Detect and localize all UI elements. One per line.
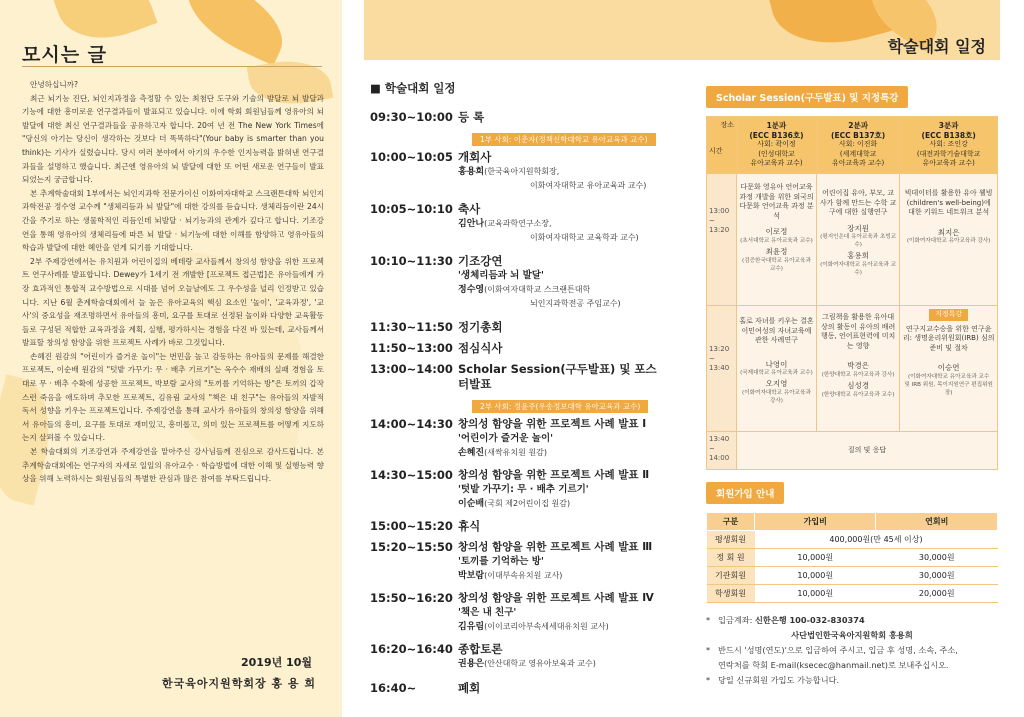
- speaker-name: 박보람: [458, 571, 485, 581]
- table-row: [707, 530, 998, 548]
- speaker-affiliation: (한국육아지원학회장,: [484, 167, 560, 176]
- moderator-badge: 2부 사회: 정윤주(우송정보대학 유아교육과 교수): [472, 400, 648, 413]
- time-cell: 13:20 ~ 13:40: [707, 305, 737, 431]
- speaker-name: 권용은: [458, 659, 485, 669]
- table-row: [707, 431, 998, 469]
- table-row: [707, 305, 998, 431]
- fee-value: 20,000원: [876, 584, 998, 602]
- speaker-affiliation: 이화여자대학교 교육학과 교수): [530, 233, 639, 242]
- lecture-title: '생체리듬과 뇌 발달': [458, 270, 544, 281]
- schedule-row: [370, 202, 670, 244]
- speaker-affiliation: (교육과학연구소장,: [484, 219, 552, 228]
- fee-value: 30,000원: [876, 548, 998, 566]
- member-type: 학생회원: [707, 584, 755, 602]
- fee-value: 10,000원: [755, 566, 876, 584]
- table-header-row: [707, 117, 998, 174]
- schedule-time: 11:30~11:50: [370, 320, 453, 334]
- speaker-affiliation: 이화여자대학교 유아교육과 교수): [530, 181, 647, 190]
- schedule-time: 15:00~15:20: [370, 519, 453, 533]
- schedule-event: 창의성 함양을 위한 프로젝트 사례 발표 Ⅰ: [458, 418, 647, 430]
- schedule-row: [370, 320, 670, 335]
- invitation-body: [22, 78, 324, 486]
- presentation-cell: 지정특강 연구지교수승을 위한 연구윤리: 생명윤리위원회(IRB) 심의 준비 및 절차 이승연 (이화여자대학교 유아교육과 교수 및 IRB 위원, 목이지원연구 편집위원장): [900, 305, 998, 431]
- schedule-time: 15:50~16:20: [370, 591, 453, 605]
- schedule-section: [370, 80, 670, 696]
- member-type: 평생회원: [707, 530, 755, 548]
- speaker-name: 홍용희: [458, 167, 485, 177]
- schedule-event: 폐회: [458, 681, 481, 695]
- corner-cell: [707, 117, 737, 174]
- table-row: [707, 173, 998, 305]
- schedule-time: 13:00~14:00: [370, 362, 453, 376]
- column-header: 가입비: [755, 512, 876, 530]
- account-holder: 사단법인한국육아지원학회 홍용희: [791, 629, 913, 640]
- schedule-time: 09:30~10:00: [370, 110, 453, 124]
- table-row: [707, 584, 998, 602]
- column-header-session3: 3분과 (ECC B138호) 사회: 조인강 (대전과학기술대학교 유아교육과 교수): [900, 117, 998, 174]
- schedule-event: 휴식: [458, 519, 481, 533]
- schedule-event: 기조강연: [458, 254, 503, 268]
- note-item: * 반드시 '성명(연도)'으로 입금하여 주시고, 입금 후 성명, 소속, 주소, 연락처를 학회 E-mail(ksecec@hanmail.net)로 보내주십시오.: [706, 643, 998, 673]
- membership-fee-table: [706, 512, 998, 603]
- membership-heading: 회원가입 안내: [706, 482, 784, 504]
- table-row: [707, 548, 998, 566]
- invitation-paragraph: 2부 주제강연에서는 유치원과 어린이집의 베테랑 교사들께서 창의성 함양을 위한 프로젝트 연구사례를 발표합니다. Dewey가 1세기 전 개발한 [프로젝트 접근법]은 유아들에게 가장 효과적인 통합적 교수방법으로 시대를 넘어 오늘날에도 그 우수성을 널리 인정받고 있습니다. 지난 6월 춘계학술대회에서 늘 높은 유아교육의 핵심 요소인 '놀이', '교육과정', '교사'의 중요성을 재조명하면서 유아들의 흥미, 요구를 토대로 선정된 놀이와 다양한 교육활동들로 구성된 적합한 교육과정을 계획, 실행, 평가하시는 경험을 다진 바 있는데, 교사들께서 발표할 창의성 함양을 위한 프로젝트 사례가 바로 그것입니다.: [22, 256, 324, 348]
- asterisk-icon: *: [706, 674, 711, 685]
- time-label: 시간: [709, 146, 723, 155]
- schedule-row: [370, 468, 670, 511]
- invitation-signature: 한국육아지원학회장 홍 용 희: [162, 677, 316, 690]
- lecture-title: '텃밭 가꾸기: 무 · 배추 기르기': [458, 484, 589, 495]
- time-cell: 13:00 ~ 13:20: [707, 173, 737, 305]
- schedule-row: [370, 254, 670, 310]
- leaf-decoration: [174, 0, 297, 66]
- fee-value: 10,000원: [755, 584, 876, 602]
- schedule-time: 11:50~13:00: [370, 341, 453, 355]
- note-item: * 입금계좌: 신한은행 100-032-830374: [706, 613, 998, 628]
- schedule-event: Scholar Session(구두발표) 및 포스터발표: [458, 362, 657, 391]
- speaker-name: 정수영: [458, 285, 485, 295]
- bank-account: 신한은행 100-032-830374: [755, 614, 865, 625]
- schedule-row: [370, 150, 670, 192]
- schedule-row: [370, 362, 670, 392]
- invitation-paragraph: 본 학술대회의 기조강연과 주제강연을 맡아주신 강사님들께 진심으로 감사드립니다. 본 추계학술대회에는 연구자의 자세로 일일의 유아교수 · 학습방법에 대한 이해 및 실행능력 향상을 위해 노력하시는 회원님들의 특별한 관심과 많은 참여를 부탁드립니다.: [22, 447, 324, 484]
- schedule-time: 16:40~: [370, 681, 417, 695]
- invitation-paragraph: 손혜진 원감의 "어린이가 즐거운 놀이"는 번민을 높고 감동하는 유아들의 문제를 해결한 프로젝트, 이순배 원감의 "텃밭 가꾸기: 무 · 배추 기르기"는 옥수수 재배의 실패 경험을 토대로 무 · 배추 수확에 성공한 프로젝트, 박보람 교사의 "토끼를 기억하는 방"은 토끼의 갑작스런 죽음을 애도하며 추모한 프로젝트, 김유림 교사의 "책은 내 친구"는 유아들의 자발적 독서 성향을 키우는 프로젝트입니다. 주제강연을 통해 교사가 유아들의 창의성 함양을 위해서 유아들의 흥미, 요구를 토대로 재미있고, 흥미롭고, 의미 있는 프로젝트를 어떻게 지도하는지 살펴볼 수 있습니다.: [22, 351, 324, 443]
- speaker-affiliation: (이이코리아부속세세대유치원 교사): [484, 622, 609, 631]
- speaker-affiliation: (국회 제2어린이집 원감): [484, 499, 571, 508]
- schedule-time: 10:00~10:05: [370, 150, 453, 164]
- presentation-cell: 빅데이터를 활용한 유아 웰빙(children's well-being)에 대한 키워드 네트워크 분석 최지은 (이화여자대학교 유아교육과 강사): [900, 173, 998, 305]
- schedule-row: [370, 519, 670, 534]
- lecture-title: '어린이가 즐거운 놀이': [458, 433, 554, 444]
- title-divider: [22, 66, 322, 67]
- note-item: * 당일 신규회원 가입도 가능합니다.: [706, 673, 998, 688]
- schedule-heading: ■ 학술대회 일정: [370, 81, 456, 95]
- presentation-cell: 그림책을 활용한 유아대상의 활동이 유아의 배려행동, 언어표현력에 미치는 영향 박경은 (한양대학교 유아교육과 강사) 심성경 (한양대학교 유아교육과 교수): [816, 305, 899, 431]
- table-header-row: [707, 512, 998, 530]
- schedule-event: 창의성 함양을 위한 프로젝트 사례 발표 Ⅲ: [458, 541, 653, 553]
- qa-cell: 질의 및 응답: [737, 431, 998, 469]
- schedule-row: [370, 540, 670, 583]
- schedule-time: 10:05~10:10: [370, 202, 453, 216]
- presentation-cell: 홀로 자녀를 키우는 결혼이민여성의 자녀교육에 관한 사례연구 나영이 (국제대학교 유아교육과 교수) 오지영 (이화여자대학교 유아교육과 강사): [737, 305, 817, 431]
- lecture-title: '토끼를 기억하는 방': [458, 556, 544, 567]
- speaker-affiliation: (새싹유치원 원감): [484, 448, 547, 457]
- schedule-time: 16:20~16:40: [370, 642, 453, 656]
- schedule-time: 14:30~15:00: [370, 468, 453, 482]
- schedule-event: 등 록: [458, 110, 485, 124]
- presentation-cell: 어린이집 유아, 부모, 교사가 함께 만드는 수학 교구에 대한 실행연구 장지원 (평지인은대 유아교육과 초빙교수) 홍용희 (이화여자대학교 유아교육과 교수): [816, 173, 899, 305]
- schedule-row: [370, 642, 670, 671]
- asterisk-icon: *: [706, 614, 711, 625]
- page-title: 학술대회 일정: [887, 37, 986, 56]
- invitation-date: 2019년 10월: [240, 656, 312, 669]
- schedule-row: [370, 341, 670, 356]
- place-label: 장소: [720, 121, 734, 129]
- lecture-title: '책은 내 친구': [458, 607, 517, 618]
- column-header-session2: 2분과 (ECC B137호) 사회: 이진화 (세계대학교 유아교육과 교수): [816, 117, 899, 174]
- member-type: 정 회 원: [707, 548, 755, 566]
- schedule-row: [370, 110, 670, 125]
- fee-value: 30,000원: [876, 566, 998, 584]
- schedule-event: 개회사: [458, 150, 492, 164]
- moderator-badge: 1부 사회: 이춘자(정책신학대학교 유아교육과 교수): [472, 133, 656, 146]
- speaker-name: 김안나: [458, 219, 485, 229]
- scholar-session-heading: Scholar Session(구두발표) 및 지정특강: [706, 86, 908, 108]
- schedule-time: 15:20~15:50: [370, 540, 453, 554]
- speaker-name: 손혜진: [458, 448, 485, 458]
- schedule-time: 14:00~14:30: [370, 417, 453, 431]
- table-row: [707, 566, 998, 584]
- speaker-affiliation: (이화여자대학교 스크랜튼대학: [484, 285, 591, 294]
- schedule-event: 정기총회: [458, 320, 503, 334]
- schedule-event: 점심식사: [458, 341, 503, 355]
- schedule-event: 축사: [458, 202, 481, 216]
- invitation-paragraph: 본 추계학술대회 1부에서는 뇌인지과학 전문가이신 이화여자대학교 스크랜튼대학 뇌인지과학전공 정수영 교수께 "생체리듬과 뇌 발달"에 대한 강의를 듣습니다. 생체리듬이란 24시간을 주기로 하는 생물학적인 리듬인데 뇌발달 · 뇌기능과의 관계가 깊다고 합니다. 기조강연을 통해 영유아의 생체리듬에 따른 뇌 발달 · 뇌기능에 대한 이해를 함양하고 영유아들의 학습과 발달에 대한 혜안을 얻게 되기를 기대합니다.: [22, 188, 324, 253]
- schedule-time: 10:10~11:30: [370, 254, 453, 268]
- speaker-affiliation: (이대부속유치원 교사): [484, 571, 563, 580]
- member-type: 기관회원: [707, 566, 755, 584]
- header-bar: [364, 0, 1000, 60]
- column-header: 구분: [707, 512, 755, 530]
- speaker-name: 김유림: [458, 622, 485, 632]
- speaker-affiliation: (안산대학교 영유아보육과 교수): [484, 659, 596, 668]
- invitation-paragraph: 안녕하십니까?: [30, 80, 79, 89]
- speaker-name: 이순배: [458, 499, 485, 509]
- session-info-column: [706, 86, 998, 688]
- speaker-affiliation: 뇌인지과학전공 주임교수): [530, 299, 621, 308]
- asterisk-icon: *: [706, 644, 711, 655]
- column-header-session1: 1분과 (ECC B136호) 사회: 곽이정 (인성대학교 유아교육과 교수): [737, 117, 817, 174]
- presentation-cell: 다문화 영유아 언어교육과정 개발을 위한 외국의 다문화 언어교육 과정 분석 이로정 (초서대학교 유아교육과 교수) 최윤정 (검증한국대학교 유아교육과 교수): [737, 173, 817, 305]
- schedule-row: [370, 681, 670, 696]
- special-lecture-badge: 지정특강: [929, 309, 968, 321]
- schedule-row: [370, 591, 670, 634]
- scholar-session-table: [706, 116, 998, 470]
- time-cell: 13:40 ~ 14:00: [707, 431, 737, 469]
- invitation-paragraph: 최근 뇌기능 진단, 뇌인지과정을 측정할 수 있는 최첨단 도구와 기술의 발달로 뇌 발달과 기능에 대한 흥미로운 연구결과들이 발표되고 있습니다. 이에 학회 회원님들께 영유아의 뇌 발달에 대한 최신 연구결과들을 공유하고자 합니다. 20여 년 전 The New York Times에 "당신의 아기는 당신이 생각하는 것보다 더 똑똑하다"(Your baby is smarter than you think)는 기사가 실렸습니다. 당시 여러 분야에서 아기의 우수한 인지능력을 밝혀낸 연구결과들을 설명하고 했습니다. 최근엔 영유아의 뇌 발달에 대한 또 어떤 새로운 연구들이 발표되었는지 궁금합니다.: [22, 93, 324, 185]
- membership-notes: [706, 613, 998, 688]
- schedule-event: 종합토론: [458, 642, 503, 656]
- schedule-event: 창의성 함양을 위한 프로젝트 사례 발표 Ⅳ: [458, 592, 654, 604]
- fee-value: 400,000원(만 45세 이상): [755, 530, 998, 548]
- schedule-event: 창의성 함양을 위한 프로젝트 사례 발표 Ⅱ: [458, 469, 650, 481]
- fee-value: 10,000원: [755, 548, 876, 566]
- invitation-panel: [0, 0, 342, 717]
- column-header: 연회비: [876, 512, 998, 530]
- schedule-row: [370, 417, 670, 460]
- invitation-title: 모시는 글: [22, 44, 108, 66]
